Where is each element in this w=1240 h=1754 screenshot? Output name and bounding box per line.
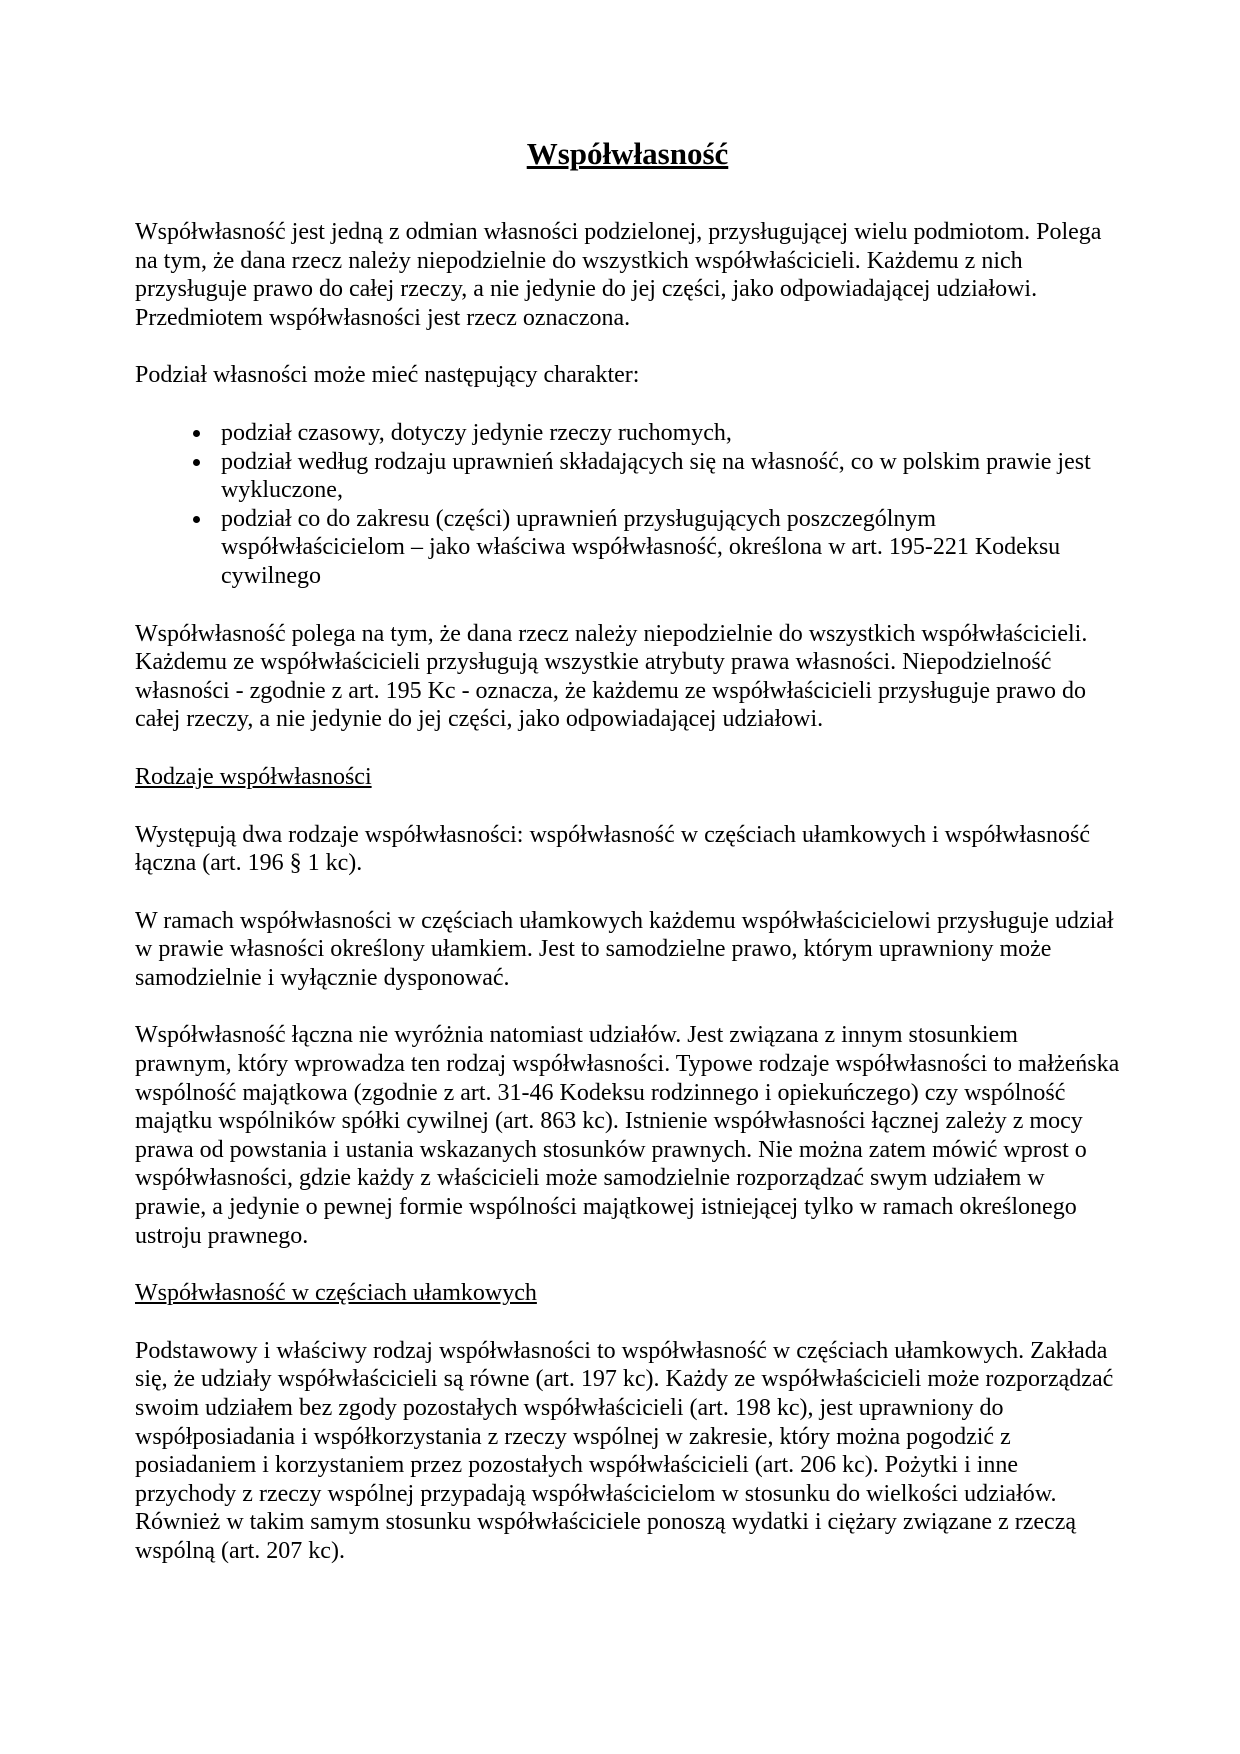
paragraph-types-overview: Występują dwa rodzaje współwłasności: współwłasność w częściach ułamkowych i współwłasność łączna (art. 196 § 1 kc). bbox=[135, 821, 1090, 877]
section-heading-types bbox=[135, 763, 1120, 792]
paragraph-division-intro: Podział własności może mieć następujący charakter: bbox=[135, 362, 640, 389]
section-heading-fractional bbox=[135, 1279, 1120, 1308]
section-heading-types-label: Rodzaje współwłasności bbox=[135, 763, 372, 790]
paragraph-intro: Współwłasność jest jedną z odmian własności podzielonej, przysługującej wielu podmiotom. Polega na tym, że dana rzecz należy niepodzielnie do wszystkich współwłaścicieli. Każdemu z nich przysługuje prawo do całej rzeczy, a nie jedynie do jej części, jako odpowiadającej udziałowi. Przedmiotem współwłasności jest rzecz oznaczona. bbox=[135, 219, 1102, 331]
paragraph-coownership-definition: Współwłasność polega na tym, że dana rzecz należy niepodzielnie do wszystkich współwłaścicieli. Każdemu ze współwłaścicieli przysługują wszystkie atrybuty prawa własności. Niepodzielność własności - zgodnie z art. 195 Kc - oznacza, że każdemu ze współwłaścicieli przysługuje prawo do całej rzeczy, a nie jedynie do jej części, jako odpowiadającej udziałowi. bbox=[135, 620, 1088, 733]
document-title: Współwłasność bbox=[526, 136, 729, 171]
paragraph-joint-coownership: Współwłasność łączna nie wyróżnia natomiast udziałów. Jest związana z innym stosunkiem prawnym, który wprowadza ten rodzaj współwłasności. Typowe rodzaje współwłasności to małżeńska wspólność majątkowa (zgodnie z art. 31-46 Kodeksu rodzinnego i opiekuńczego) czy wspólność majątku wspólników spółki cywilnej (art. 863 kc). Istnienie współwłasności łącznej zależy z mocy prawa od powstania i ustania wskazanych stosunków prawnych. Nie można zatem mówić wprost o współwłasności, gdzie każdy z właścicieli może samodzielnie rozporządzać swym udziałem w prawie, a jedynie o pewnej formie wspólności majątkowej istniejącej tylko w ramach określonego ustroju prawnego. bbox=[135, 1022, 1120, 1249]
division-bullet-list bbox=[135, 419, 1120, 591]
bullet-item-division-by-rights: podział według rodzaju uprawnień składających się na własność, co w polskim prawie jest wykluczone, bbox=[193, 448, 1120, 505]
bullet-item-division-temporal: podział czasowy, dotyczy jedynie rzeczy ruchomych, bbox=[193, 419, 1120, 448]
document-content bbox=[135, 136, 1120, 1595]
section-heading-fractional-label: Współwłasność w częściach ułamkowych bbox=[135, 1280, 537, 1307]
paragraph-fractional-shares: W ramach współwłasności w częściach ułamkowych każdemu współwłaścicielowi przysługuje udział w prawie własności określony ułamkiem. Jest to samodzielne prawo, którym uprawniony może samodzielnie i wyłącznie dysponować. bbox=[135, 907, 1114, 991]
paragraph-fractional-details: Podstawowy i właściwy rodzaj współwłasności to współwłasność w częściach ułamkowych. Zakłada się, że udziały współwłaścicieli są równe (art. 197 kc). Każdy ze współwłaścicieli może rozporządzać swoim udziałem bez zgody pozostałych współwłaścicieli (art. 198 kc), jest uprawniony do współposiadania i współkorzystania z rzeczy wspólnej w zakresie, który można pogodzić z posiadaniem i korzystaniem przez pozostałych współwłaścicieli (art. 206 kc). Pożytki i inne przychody z rzeczy wspólnej przypadają współwłaścicielom w stosunku do wielkości udziałów. Również w takim samym stosunku współwłaściciele ponoszą wydatki i ciężary związane z rzeczą wspólną (art. 207 kc). bbox=[135, 1337, 1114, 1564]
bullet-item-division-by-scope: podział co do zakresu (części) uprawnień przysługujących poszczególnym współwłaścicielom – jako właściwa współwłasność, określona w art. 195-221 Kodeksu cywilnego bbox=[193, 505, 1120, 591]
